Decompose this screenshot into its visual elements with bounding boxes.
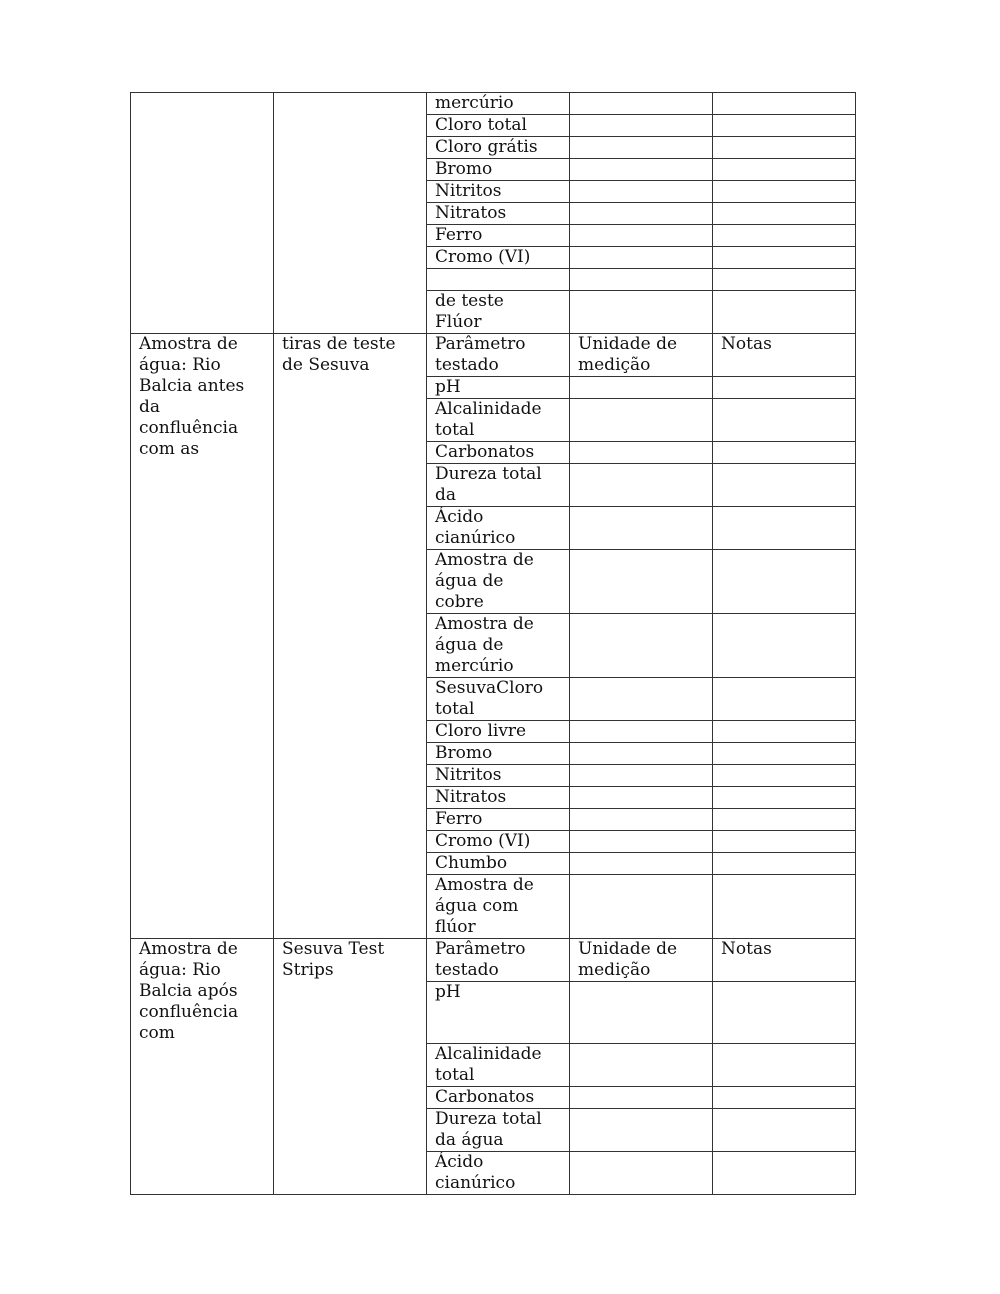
param-cell: Carbonatos	[427, 1087, 570, 1109]
param-cell: Bromo	[427, 159, 570, 181]
param-cell: Ácido cianúrico	[427, 507, 570, 550]
notes-cell	[713, 181, 856, 203]
notes-cell	[713, 721, 856, 743]
param-cell: mercúrio	[427, 93, 570, 115]
param-cell: Bromo	[427, 743, 570, 765]
notes-cell	[713, 93, 856, 115]
table-row	[131, 93, 856, 115]
notes-cell: Notas	[713, 334, 856, 377]
unit-cell	[570, 137, 713, 159]
notes-cell	[713, 853, 856, 875]
unit-cell	[570, 291, 713, 334]
param-cell: Amostra de água de cobre	[427, 550, 570, 614]
unit-cell	[570, 203, 713, 225]
unit-cell	[570, 743, 713, 765]
method-cell: Sesuva Test Strips	[274, 939, 427, 1195]
unit-cell	[570, 399, 713, 442]
param-cell: Dureza total da	[427, 464, 570, 507]
notes-cell	[713, 507, 856, 550]
unit-cell	[570, 765, 713, 787]
param-cell: de teste Flúor	[427, 291, 570, 334]
unit-cell	[570, 247, 713, 269]
notes-cell: Notas	[713, 939, 856, 982]
param-cell: Nitratos	[427, 203, 570, 225]
unit-cell	[570, 1109, 713, 1152]
param-cell: Nitritos	[427, 181, 570, 203]
param-cell: Parâmetro testado	[427, 939, 570, 982]
notes-cell	[713, 787, 856, 809]
notes-cell	[713, 1087, 856, 1109]
unit-cell	[570, 614, 713, 678]
unit-cell	[570, 1152, 713, 1195]
notes-cell	[713, 1152, 856, 1195]
method-cell	[274, 93, 427, 334]
param-cell: Alcalinidade total	[427, 399, 570, 442]
param-cell: Ferro	[427, 225, 570, 247]
unit-cell	[570, 464, 713, 507]
notes-cell	[713, 765, 856, 787]
unit-cell	[570, 507, 713, 550]
unit-cell	[570, 982, 713, 1044]
param-cell: Cloro grátis	[427, 137, 570, 159]
param-cell: Nitritos	[427, 765, 570, 787]
notes-cell	[713, 464, 856, 507]
unit-cell	[570, 721, 713, 743]
param-cell: Cromo (VI)	[427, 247, 570, 269]
sample-cell	[131, 93, 274, 334]
unit-cell	[570, 678, 713, 721]
param-cell: Cromo (VI)	[427, 831, 570, 853]
param-cell: Amostra de água com flúor	[427, 875, 570, 939]
unit-cell: Unidade de medição	[570, 939, 713, 982]
param-cell: Chumbo	[427, 853, 570, 875]
notes-cell	[713, 678, 856, 721]
notes-cell	[713, 614, 856, 678]
param-cell: Parâmetro testado	[427, 334, 570, 377]
notes-cell	[713, 550, 856, 614]
unit-cell	[570, 115, 713, 137]
unit-cell	[570, 181, 713, 203]
unit-cell	[570, 1087, 713, 1109]
param-cell: Amostra de água de mercúrio	[427, 614, 570, 678]
unit-cell	[570, 93, 713, 115]
notes-cell	[713, 247, 856, 269]
param-cell: Ácido cianúrico	[427, 1152, 570, 1195]
sample-cell: Amostra de água: Rio Balcia antes da confluência com as	[131, 334, 274, 939]
notes-cell	[713, 1044, 856, 1087]
notes-cell	[713, 269, 856, 291]
param-cell: Cloro livre	[427, 721, 570, 743]
param-cell: Nitratos	[427, 787, 570, 809]
table-body	[131, 93, 856, 1195]
sample-cell: Amostra de água: Rio Balcia após confluência com	[131, 939, 274, 1195]
unit-cell	[570, 159, 713, 181]
notes-cell	[713, 137, 856, 159]
param-cell: Dureza total da água	[427, 1109, 570, 1152]
notes-cell	[713, 399, 856, 442]
param-cell: Ferro	[427, 809, 570, 831]
table-row	[131, 334, 856, 377]
notes-cell	[713, 159, 856, 181]
water-test-table	[130, 92, 856, 1195]
param-cell: Carbonatos	[427, 442, 570, 464]
notes-cell	[713, 377, 856, 399]
param-cell: Cloro total	[427, 115, 570, 137]
notes-cell	[713, 1109, 856, 1152]
notes-cell	[713, 203, 856, 225]
unit-cell	[570, 442, 713, 464]
notes-cell	[713, 225, 856, 247]
unit-cell	[570, 875, 713, 939]
unit-cell: Unidade de medição	[570, 334, 713, 377]
unit-cell	[570, 1044, 713, 1087]
param-cell	[427, 269, 570, 291]
notes-cell	[713, 442, 856, 464]
notes-cell	[713, 982, 856, 1044]
unit-cell	[570, 550, 713, 614]
unit-cell	[570, 377, 713, 399]
param-cell: pH	[427, 377, 570, 399]
param-cell: SesuvaCloro total	[427, 678, 570, 721]
unit-cell	[570, 853, 713, 875]
table-row	[131, 939, 856, 982]
notes-cell	[713, 115, 856, 137]
unit-cell	[570, 809, 713, 831]
method-cell: tiras de teste de Sesuva	[274, 334, 427, 939]
unit-cell	[570, 787, 713, 809]
notes-cell	[713, 831, 856, 853]
notes-cell	[713, 875, 856, 939]
unit-cell	[570, 225, 713, 247]
param-cell: pH	[427, 982, 570, 1044]
param-cell: Alcalinidade total	[427, 1044, 570, 1087]
notes-cell	[713, 809, 856, 831]
unit-cell	[570, 831, 713, 853]
notes-cell	[713, 291, 856, 334]
unit-cell	[570, 269, 713, 291]
notes-cell	[713, 743, 856, 765]
